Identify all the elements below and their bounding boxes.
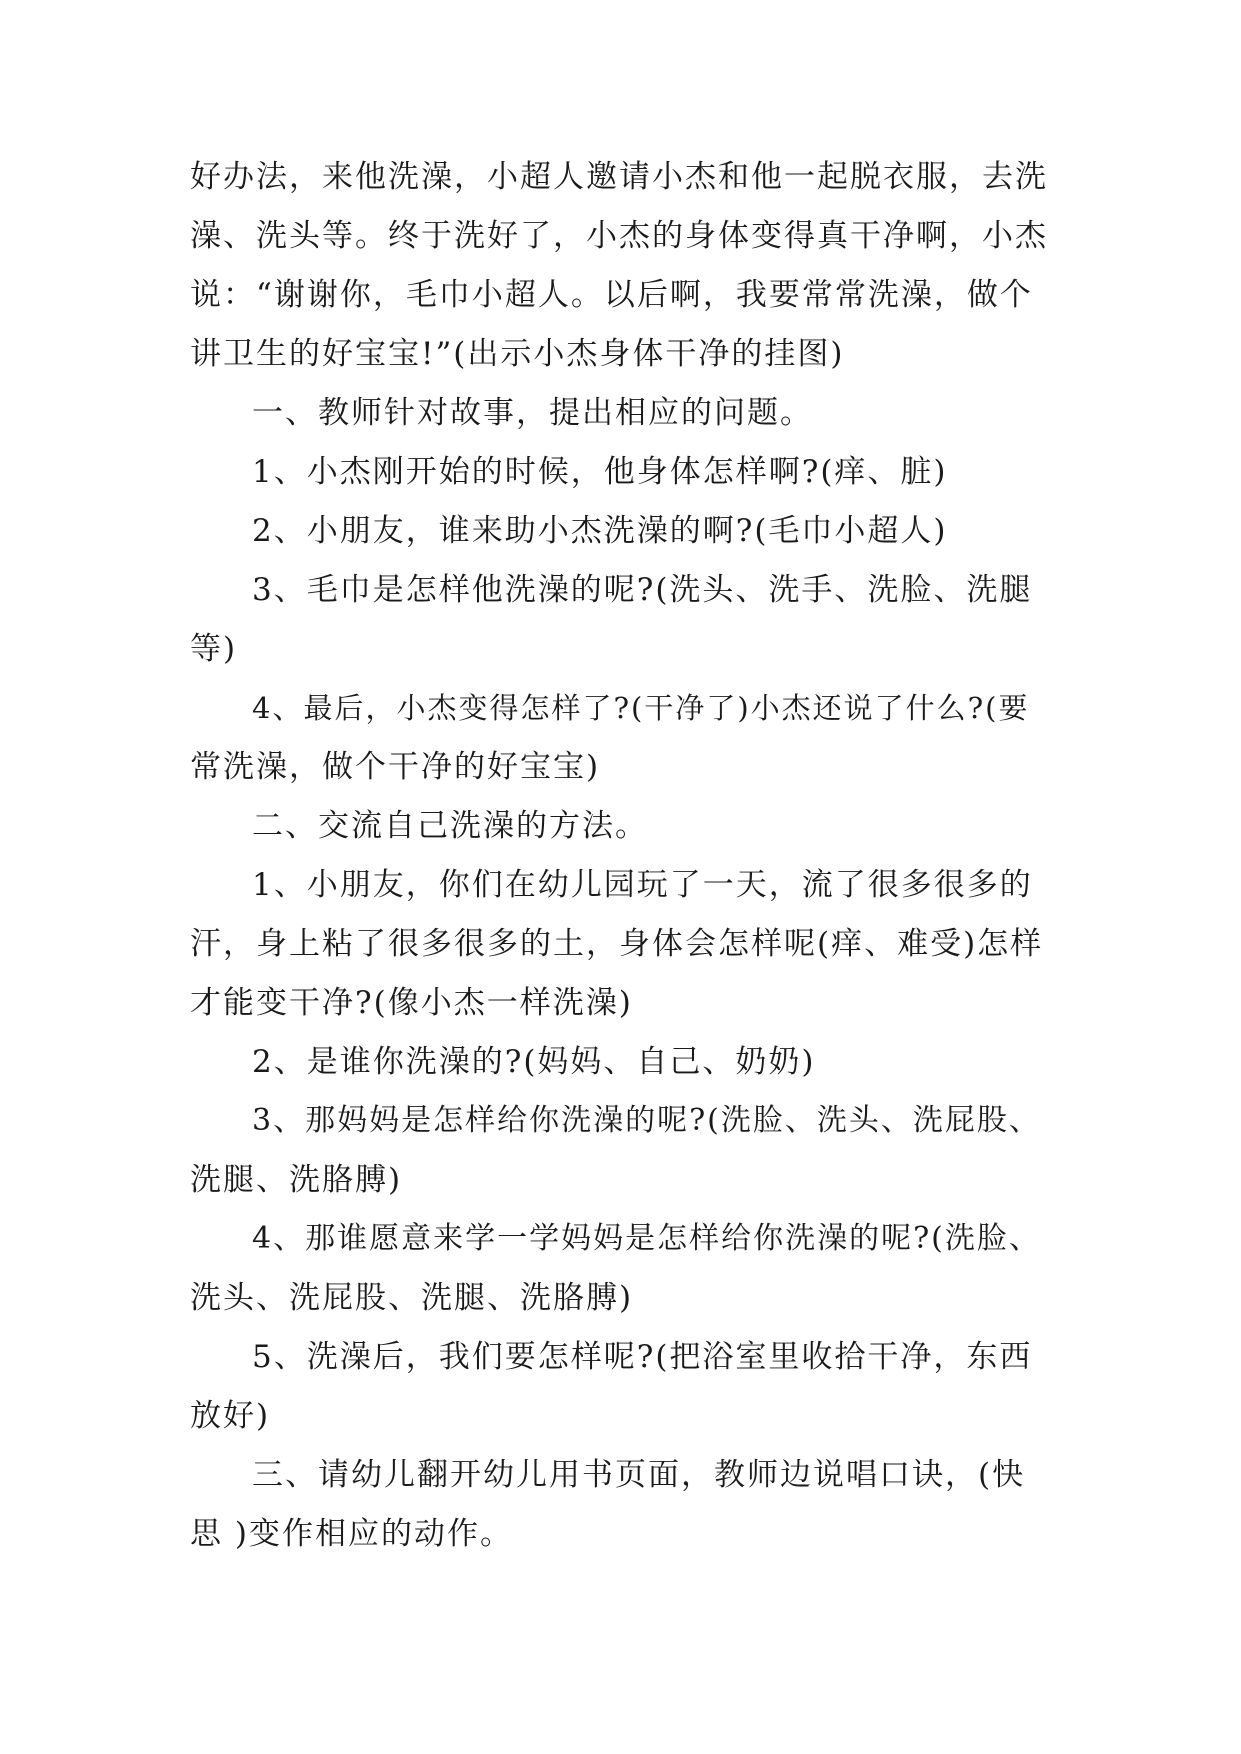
text-line: 3、那妈妈是怎样给你洗澡的呢?(洗脸、洗头、洗屁股、 xyxy=(252,1103,1041,1138)
text-line: 洗头、洗屁股、洗腿、洗胳膊) xyxy=(190,1280,634,1316)
text-line: 2、是谁你洗澡的?(妈妈、自己、奶奶) xyxy=(252,1044,816,1080)
text-line: 4、那谁愿意来学一学妈妈是怎样给你洗澡的呢?(洗脸、 xyxy=(252,1221,1041,1256)
text-line: 好办法，来他洗澡，小超人邀请小杰和他一起脱衣服，去洗 xyxy=(190,159,1048,195)
text-line: 5、洗澡后，我们要怎样呢?(把浴室里收拾干净，东西 xyxy=(252,1339,1033,1375)
text-line: 1、小朋友，你们在幼儿园玩了一天，流了很多很多的 xyxy=(252,867,1033,903)
text-line: 2、小朋友，谁来助小杰洗澡的啊?(毛巾小超人) xyxy=(252,513,948,549)
text-line: 汗，身上粘了很多很多的土，身体会怎样呢(痒、难受)怎样 xyxy=(190,926,1044,962)
section-heading: 三、请幼儿翻开幼儿用书页面，教师边说唱口诀，(快 xyxy=(252,1457,1026,1493)
text-line: 讲卫生的好宝宝!”(出示小杰身体干净的挂图) xyxy=(190,336,845,372)
text-line: 才能变干净?(像小杰一样洗澡) xyxy=(190,985,633,1021)
text-line: 常洗澡，做个干净的好宝宝) xyxy=(190,749,601,785)
text-line: 1、小杰刚开始的时候，他身体怎样啊?(痒、脏) xyxy=(252,454,948,490)
text-line: 等) xyxy=(190,631,238,667)
text-line: 4、最后，小杰变得怎样了?(干净了)小杰还说了什么?(要 xyxy=(252,691,1030,725)
text-line: 澡、洗头等。终于洗好了，小杰的身体变得真干净啊，小杰 xyxy=(190,218,1048,254)
text-line: 洗腿、洗胳膊) xyxy=(190,1162,403,1198)
text-line: 说：“谢谢你，毛巾小超人。以后啊，我要常常洗澡，做个 xyxy=(190,277,1033,313)
text-line: 思 )变作相应的动作。 xyxy=(190,1516,513,1552)
text-line: 放好) xyxy=(190,1398,271,1434)
section-heading: 二、交流自己洗澡的方法。 xyxy=(252,808,648,844)
text-line: 3、毛巾是怎样他洗澡的呢?(洗头、洗手、洗脸、洗腿 xyxy=(252,572,1033,608)
section-heading: 一、教师针对故事，提出相应的问题。 xyxy=(252,395,813,431)
